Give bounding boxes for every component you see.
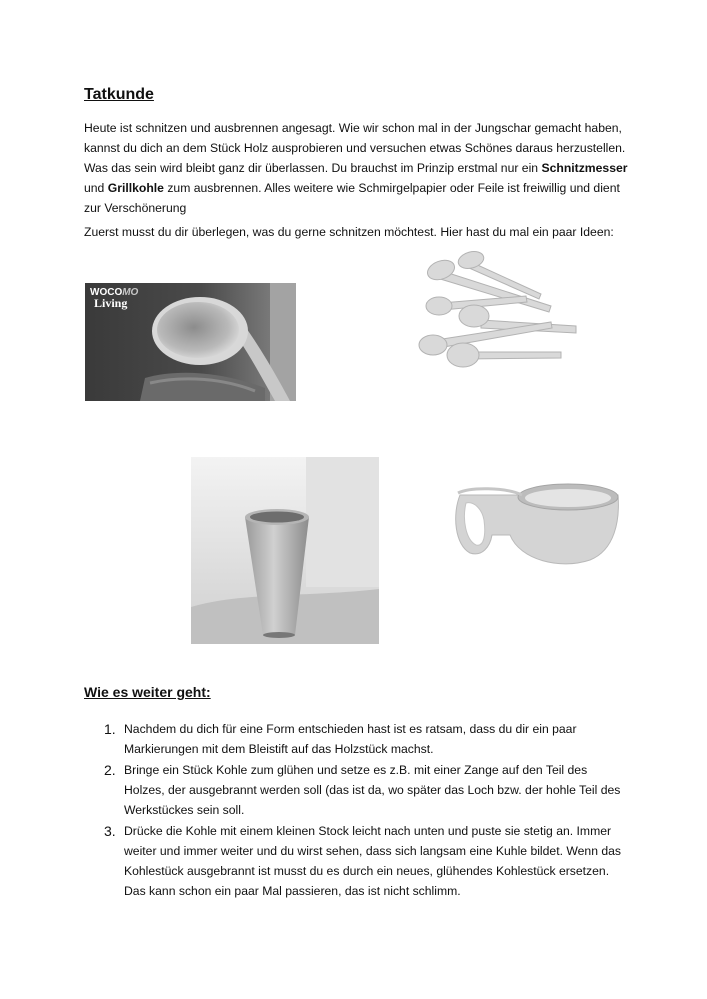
cup-photo (191, 457, 379, 644)
list-item (84, 719, 629, 759)
logo-woco: WOCO (90, 287, 123, 298)
list-item (84, 760, 629, 820)
intro-bold-charcoal: Grillkohle (107, 181, 164, 195)
intro-text-2: und (84, 181, 108, 195)
steps-list (84, 719, 629, 902)
step-number: 1. (104, 721, 116, 737)
list-item (84, 821, 629, 901)
step-text: Nachdem du dich für eine Form entschieden hast ist es ratsam, dass du dir ein paar Markierungen mit dem Bleistift auf das Holzstück machst. (124, 722, 577, 756)
spoons-photo (411, 248, 579, 376)
section-heading: Wie es weiter geht: (84, 684, 211, 700)
step-text: Drücke die Kohle mit einem kleinen Stock leicht nach unten und puste sie stetig an. Immer weiter und immer weiter und du wirst sehen, dass sich langsam eine Kuhle bildet. Wenn das Kohlestück ausgebrannt ist musst du es durch ein neues, glühendes Kohlestück ersetzen. Das kann schon ein paar Mal passieren, das ist nicht schlimm. (124, 824, 622, 898)
step-number: 2. (104, 762, 116, 778)
step-text: Bringe ein Stück Kohle zum glühen und setze es z.B. mit einer Zange auf den Teil des Holzes, der ausgebrannt werden soll (das ist da, wo später das Loch bzw. der hohle Teil des Werkstückes sein soll. (124, 763, 621, 817)
intro-text-3: zum ausbrennen. Alles weitere wie Schmirgelpapier oder Feile ist freiwillig und dient zur Verschönerung (84, 181, 620, 215)
logo-mo: MO (122, 287, 139, 298)
logo-living: Living (94, 296, 128, 310)
page-title: Tatkunde (84, 86, 154, 103)
intro-paragraph (84, 118, 629, 218)
intro-text-1: Heute ist schnitzen und ausbrennen angesagt. Wie wir schon mal in der Jungschar gemacht haben, kannst du dich an dem Stück Holz ausprobieren und versuchen etwas Schönes daraus herzustellen. Was das sein wird bleibt ganz dir überlassen. Du brauchst im Prinzip erstmal nur ein (84, 121, 626, 175)
intro-bold-knife: Schnitzmesser (541, 161, 628, 175)
ideas-paragraph: Zuerst musst du dir überlegen, was du gerne schnitzen möchtest. Hier hast du mal ein paar Ideen: (84, 225, 614, 239)
kuksa-photo (450, 475, 622, 575)
step-number: 3. (104, 823, 116, 839)
ladle-photo (85, 283, 296, 401)
